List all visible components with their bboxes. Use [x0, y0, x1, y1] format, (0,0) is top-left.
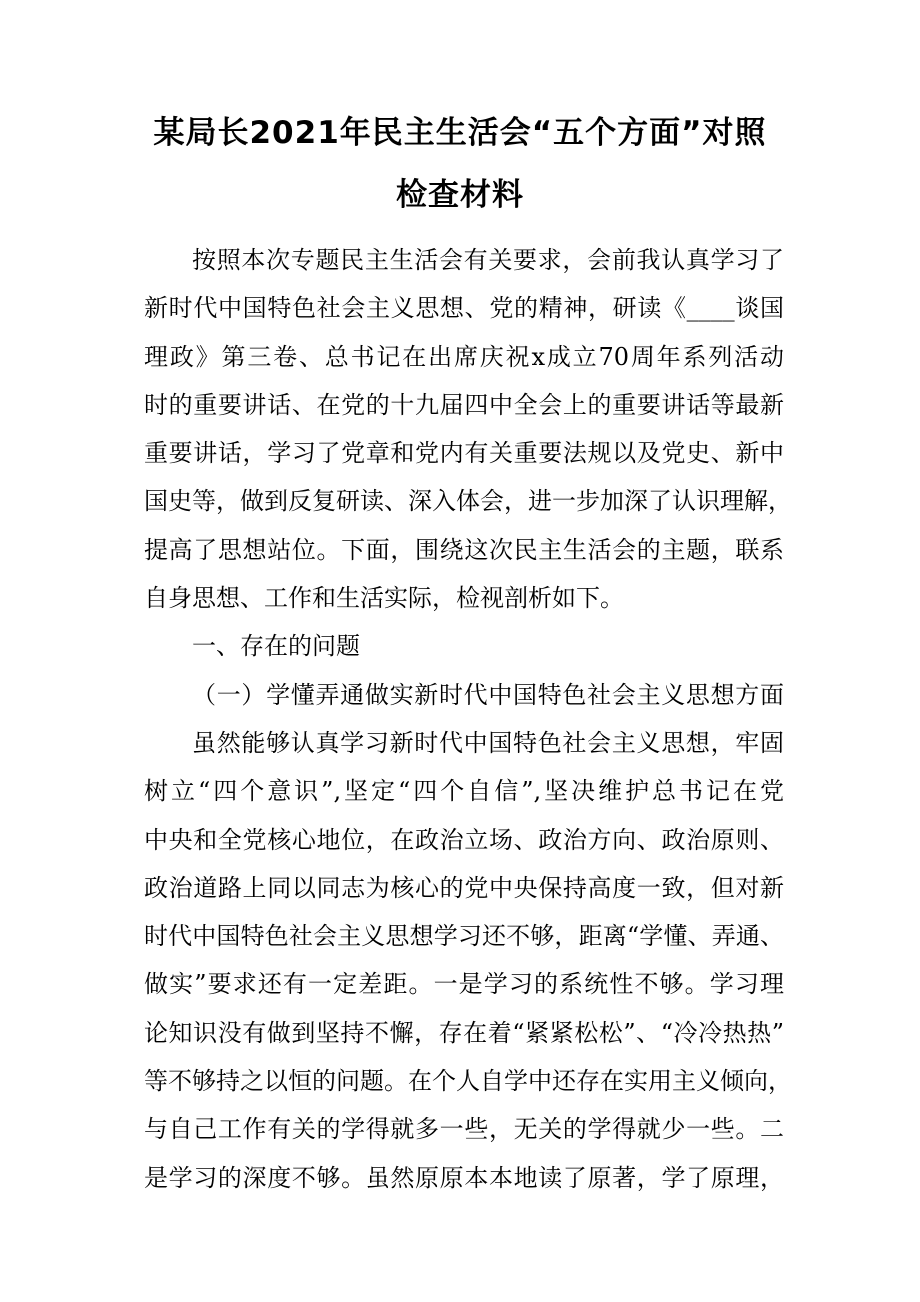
- body-line: 虽然能够认真学习新时代中国特色社会主义思想，牢固: [192, 728, 784, 757]
- body-line: 新时代中国特色社会主义思想、党的精神，研读《____谈国: [144, 294, 784, 323]
- body-line: 是学习的深度不够。虽然原原本本地读了原著，学了原理，: [144, 1163, 784, 1192]
- body-line: 国史等，做到反复研读、深入体会，进一步加深了认识理解，: [144, 487, 792, 516]
- body-line: 理政》第三卷、总书记在出席庆祝x成立70周年系列活动: [144, 342, 784, 371]
- body-line: 等不够持之以恒的问题。在个人自学中还存在实用主义倾向，: [144, 1067, 792, 1096]
- document-body: [144, 236, 792, 1202]
- body-line: （一）学懂弄通做实新时代中国特色社会主义思想方面: [192, 680, 784, 709]
- body-line: 做实”要求还有一定差距。一是学习的系统性不够。学习理: [144, 970, 784, 999]
- body-line: 按照本次专题民主生活会有关要求，会前我认真学习了: [192, 246, 784, 274]
- body-line: 政治道路上同以同志为核心的党中央保持高度一致，但对新: [144, 873, 784, 902]
- body-line: 提高了思想站位。下面，围绕这次民主生活会的主题，联系: [144, 535, 784, 564]
- body-line: 时代中国特色社会主义思想学习还不够，距离“学懂、弄通、: [144, 922, 784, 951]
- body-line: 一、存在的问题: [192, 632, 360, 661]
- document-title-line-2: 检查材料: [396, 177, 524, 213]
- body-line: 与自己工作有关的学得就多一些，无关的学得就少一些。二: [144, 1115, 784, 1144]
- body-line: 树立“四个意识”,坚定“四个自信”,坚决维护总书记在党: [144, 777, 784, 806]
- body-line: 论知识没有做到坚持不懈，存在着“紧紧松松”、“冷冷热热”: [144, 1018, 784, 1047]
- body-line: 重要讲话，学习了党章和党内有关重要法规以及党史、新中: [144, 439, 784, 468]
- body-line: 自身思想、工作和生活实际，检视剖析如下。: [144, 584, 624, 613]
- document-title-line-1: 某局长2021年民主生活会“五个方面”对照: [153, 115, 767, 151]
- body-line: 时的重要讲话、在党的十九届四中全会上的重要讲话等最新: [144, 390, 784, 419]
- body-line: 中央和全党核心地位，在政治立场、政治方向、政治原则、: [144, 825, 784, 854]
